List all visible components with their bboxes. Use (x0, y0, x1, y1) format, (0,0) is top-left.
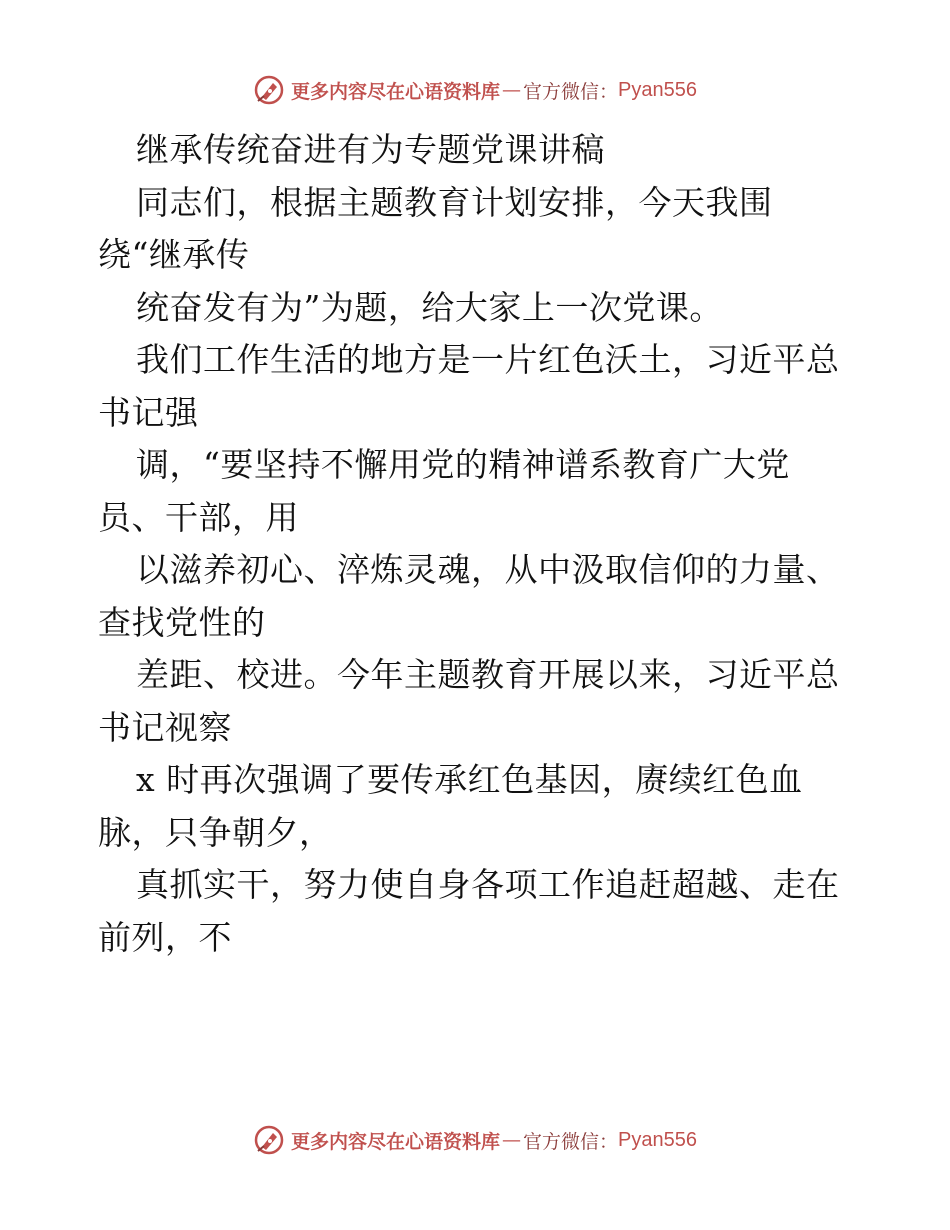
footer-banner (0, 1122, 950, 1158)
header-banner (0, 72, 950, 108)
banner-text: 更多内容尽在心语资料库 (291, 80, 501, 103)
paragraph-line: 员、干部，用 (98, 497, 299, 537)
pen-nib-logo-icon (253, 1124, 285, 1156)
paragraph-line: 以滋养初心、淬炼灵魂，从中汲取信仰的力量、 (136, 550, 840, 589)
document-title: 继承传统奋进有为专题党课讲稿 (136, 130, 605, 169)
paragraph-line: 我们工作生活的地方是一片红色沃土，习近平总 (136, 340, 840, 379)
banner-wechat-id: Pyan556 (618, 78, 697, 101)
paragraph-line: 脉，只争朝夕， (98, 812, 333, 852)
paragraph-line: 前列，不 (98, 917, 232, 957)
paragraph-line: 真抓实干，努力使自身各项工作追赶超越、走在 (136, 865, 840, 904)
banner-dash: — (502, 1129, 522, 1151)
paragraph-line: x 时再次强调了要传承红色基因，赓续红色血 (136, 760, 803, 799)
paragraph-line: 同志们，根据主题教育计划安排，今天我围 (136, 182, 773, 222)
banner-wechat-id: Pyan556 (618, 1128, 697, 1151)
paragraph-line: 书记强 (98, 392, 199, 432)
banner-text: 更多内容尽在心语资料库 (291, 1130, 501, 1153)
banner-dash: — (502, 79, 522, 101)
document-body (98, 124, 868, 964)
paragraph-line: 调，“要坚持不懈用党的精神谱系教育广大党 (136, 445, 790, 484)
banner-wechat-label: 官方微信： (523, 1130, 619, 1153)
paragraph-line: 查找党性的 (98, 602, 266, 642)
paragraph-line: 差距、校进。今年主题教育开展以来，习近平总 (136, 655, 840, 694)
pen-nib-logo-icon (253, 74, 285, 106)
paragraph-line: 书记视察 (98, 707, 232, 747)
banner-wechat-label: 官方微信： (523, 80, 619, 103)
paragraph-line: 绕“继承传 (98, 235, 250, 274)
paragraph-line: 统奋发有为”为题，给大家上一次党课。 (136, 287, 723, 327)
